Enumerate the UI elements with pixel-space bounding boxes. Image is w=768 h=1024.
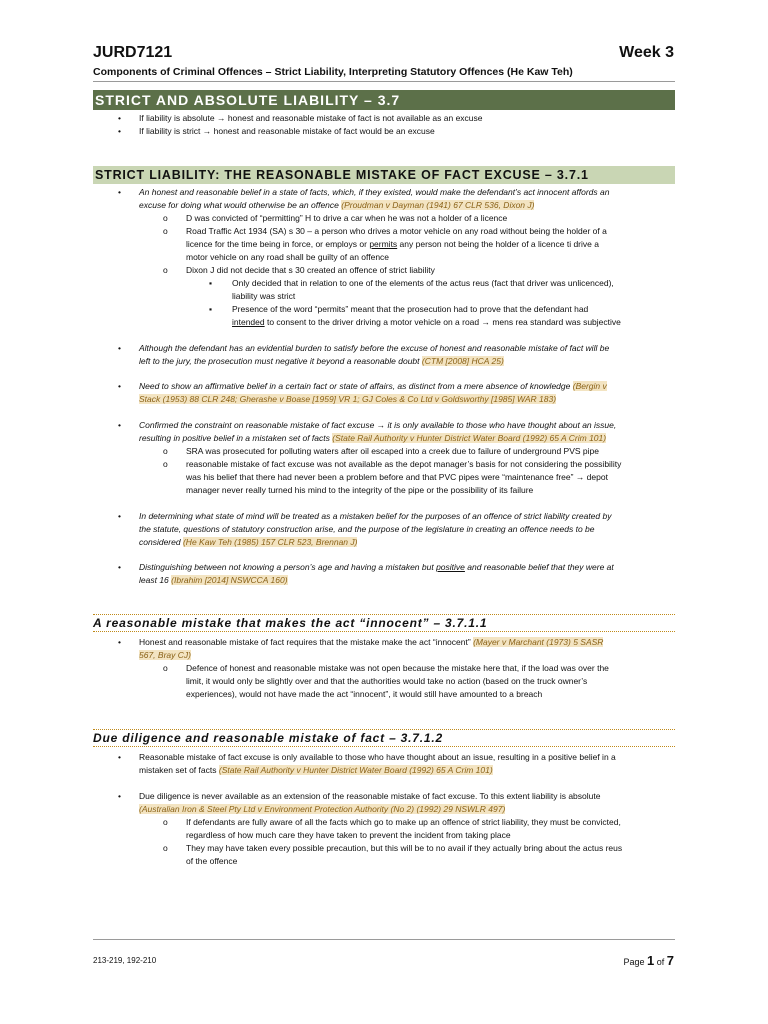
list-item: [139, 393, 556, 406]
case-citation: (State Rail Authority v Hunter District Water Board (1992) 65 A Crim 101): [218, 765, 493, 775]
course-code: JURD7121: [93, 44, 173, 61]
case-citation: (Mayer v Marchant (1973) 5 SASR: [473, 637, 604, 647]
list-item: Although the defendant has an evidential burden to satisfy before the excuse of honest and reasonable mistake of fact will be: [139, 343, 610, 353]
bullet-icon: •: [118, 752, 121, 762]
case-citation: (CTM [2008] HCA 25): [421, 356, 504, 366]
sub-item: motor vehicle on any road shall be guilty of an offence: [186, 252, 390, 262]
bullet-icon: •: [118, 381, 121, 391]
list-item: [139, 536, 357, 549]
square-bullet-icon: ▪: [209, 278, 213, 288]
sub-item: SRA was prosecuted for polluting waters after oil escaped into a creek due to failure of underground PVS pipe: [186, 446, 599, 456]
section-heading-due-diligence: Due diligence and reasonable mistake of fact – 3.7.1.2: [93, 729, 675, 747]
list-item: [139, 803, 505, 816]
of-word: of: [656, 957, 665, 967]
list-item-text: considered: [139, 537, 181, 547]
list-item-text: left to the jury, the prosecution must negative it beyond a reasonable doubt: [139, 356, 420, 366]
case-citation: (Bergin v: [572, 381, 607, 391]
circle-bullet-icon: o: [163, 817, 168, 827]
header-divider: [93, 81, 675, 82]
sub-item-text: any person not being the holder of a licence ti drive a: [397, 239, 599, 249]
bullet-icon: •: [118, 637, 121, 647]
list-item: [139, 380, 607, 393]
section-heading-strict-absolute: STRICT AND ABSOLUTE LIABILITY – 3.7: [93, 90, 675, 110]
list-item-text: excuse for doing what would otherwise be an offence: [139, 200, 339, 210]
sub-sub-item: [232, 316, 621, 329]
sub-item: of the offence: [186, 856, 238, 866]
case-citation: Stack (1953) 88 CLR 248; Gherashe v Boase [1959] VR 1; GJ Coles & Co Ltd v Goldsworthy [1985] WAR 183): [139, 394, 557, 404]
list-item: Due diligence is never available as an extension of the reasonable mistake of fact excuse. To this extent liability is absolute: [139, 791, 601, 801]
sub-item: was his belief that there had never been a problem before and that PVC pipes were “maintenance free” → depot: [186, 472, 608, 482]
underlined-term: permits: [369, 239, 398, 249]
bullet-icon: •: [118, 113, 121, 123]
list-item: [139, 355, 504, 368]
section-heading-reasonable-mistake: STRICT LIABILITY: THE REASONABLE MISTAKE OF FACT EXCUSE – 3.7.1: [93, 166, 675, 184]
list-item: [139, 636, 603, 649]
circle-bullet-icon: o: [163, 446, 168, 456]
case-citation: (He Kaw Teh (1985) 157 CLR 523, Brennan J): [182, 537, 358, 547]
sub-sub-item: liability was strict: [232, 291, 296, 301]
list-item: If liability is absolute → honest and reasonable mistake of fact is not available as an excuse: [139, 113, 483, 123]
list-item-text: mistaken set of facts: [139, 765, 217, 775]
circle-bullet-icon: o: [163, 663, 168, 673]
page-word: Page: [623, 957, 645, 967]
circle-bullet-icon: o: [163, 843, 168, 853]
week-label: Week 3: [619, 44, 674, 61]
underlined-term: positive: [436, 562, 465, 572]
case-citation: (Ibrahim [2014] NSWCCA 160): [171, 575, 288, 585]
list-item: [139, 764, 493, 777]
footer-divider: [93, 939, 675, 940]
case-citation: (Australian Iron & Steel Pty Ltd v Environment Protection Authority (No 2) (1992) 29 NSWLR 497): [139, 804, 506, 814]
circle-bullet-icon: o: [163, 265, 168, 275]
sub-sub-item-text: to consent to the driver driving a motor vehicle on a road → mens rea standard was subjective: [264, 317, 621, 327]
circle-bullet-icon: o: [163, 226, 168, 236]
circle-bullet-icon: o: [163, 213, 168, 223]
list-item: Reasonable mistake of fact excuse is only available to those who have thought about an issue, resulting in a positive belief in a: [139, 752, 616, 762]
case-citation: (State Rail Authority v Hunter District Water Board (1992) 65 A Crim 101): [332, 433, 607, 443]
sub-item: experiences), would not have made the act “innocent”, it would still have amounted to a breach: [186, 689, 543, 699]
sub-item: regardless of how much care they have taken to prevent the incident from taking place: [186, 830, 511, 840]
case-citation: 567, Bray CJ): [139, 650, 191, 660]
list-item: [139, 432, 606, 445]
underlined-term: intended: [232, 317, 265, 327]
sub-sub-item: Only decided that in relation to one of the elements of the actus reus (fact that driver was unlicenced),: [232, 278, 614, 288]
list-item: [139, 199, 534, 212]
sub-item: [186, 238, 599, 251]
list-item: In determining what state of mind will be treated as a mistaken belief for the purposes of an offence of strict liability created by: [139, 511, 612, 521]
sub-item: Road Traffic Act 1934 (SA) s 30 – a person who drives a motor vehicle on any road without being the holder of a: [186, 226, 607, 236]
total-pages: 7: [666, 953, 674, 968]
case-citation: (Proudman v Dayman (1941) 67 CLR 536, Dixon J): [341, 200, 535, 210]
page-number: [623, 953, 674, 968]
list-item: [139, 574, 288, 587]
sub-item: D was convicted of “permitting” H to drive a car when he was not a holder of a licence: [186, 213, 508, 223]
list-item: If liability is strict → honest and reasonable mistake of fact would be an excuse: [139, 126, 435, 136]
list-item: An honest and reasonable belief in a state of facts, which, if they existed, would make the defendant’s act innocent affords an: [139, 187, 610, 197]
list-item-text: Honest and reasonable mistake of fact requires that the mistake make the act “innocent”: [139, 637, 471, 647]
bullet-icon: •: [118, 511, 121, 521]
bullet-icon: •: [118, 187, 121, 197]
sub-item: They may have taken every possible precaution, but this will be to no avail if they actually bring about the actus reus: [186, 843, 623, 853]
bullet-icon: •: [118, 562, 121, 572]
sub-item: Defence of honest and reasonable mistake was not open because the mistake here that, if the load was over the: [186, 663, 609, 673]
list-item-text: Distinguishing between not knowing a person’s age and having a mistaken but: [139, 562, 437, 572]
list-item-text: and reasonable belief that they were at: [464, 562, 614, 572]
bullet-icon: •: [118, 126, 121, 136]
list-item-text: resulting in positive belief in a mistaken set of facts: [139, 433, 330, 443]
list-item-text: Need to show an affirmative belief in a certain fact or state of affairs, as distinct from a mere absence of knowledge: [139, 381, 571, 391]
sub-sub-item: Presence of the word “permits” meant that the prosecution had to prove that the defendant had: [232, 304, 589, 314]
sub-item: manager never really turned his mind to the integrity of the pipe or the possibility of its failure: [186, 485, 534, 495]
section-heading-innocent: A reasonable mistake that makes the act “innocent” – 3.7.1.1: [93, 614, 675, 632]
page-header: [93, 44, 674, 66]
circle-bullet-icon: o: [163, 459, 168, 469]
page-references: 213-219, 192-210: [93, 956, 157, 965]
sub-item: Dixon J did not decide that s 30 created an offence of strict liability: [186, 265, 435, 275]
bullet-icon: •: [118, 791, 121, 801]
list-item: [139, 649, 191, 662]
bullet-icon: •: [118, 420, 121, 430]
list-item: the statute, questions of statutory construction arise, and the purpose of the legislature in creating an offence needs to be: [139, 524, 595, 534]
square-bullet-icon: ▪: [209, 304, 213, 314]
sub-item: If defendants are fully aware of all the facts which go to make up an offence of strict liability, they must be convicted,: [186, 817, 621, 827]
bullet-icon: •: [118, 343, 121, 353]
list-item-text: least 16: [139, 575, 169, 585]
sub-item: reasonable mistake of fact excuse was not available as the depot manager’s basis for not considering the possibility: [186, 459, 622, 469]
document-subtitle: Components of Criminal Offences – Strict Liability, Interpreting Statutory Offences (He Kaw Teh): [93, 66, 573, 78]
list-item: [139, 561, 614, 574]
list-item: Confirmed the constraint on reasonable mistake of fact excuse → it is only available to those who have thought about an issue,: [139, 420, 617, 430]
sub-item: limit, it would only be slightly over and that the authorities would take no action (based on the truck owner’s: [186, 676, 588, 686]
sub-item-text: licence for the time being in force, or employs or: [186, 239, 370, 249]
current-page: 1: [646, 953, 655, 968]
